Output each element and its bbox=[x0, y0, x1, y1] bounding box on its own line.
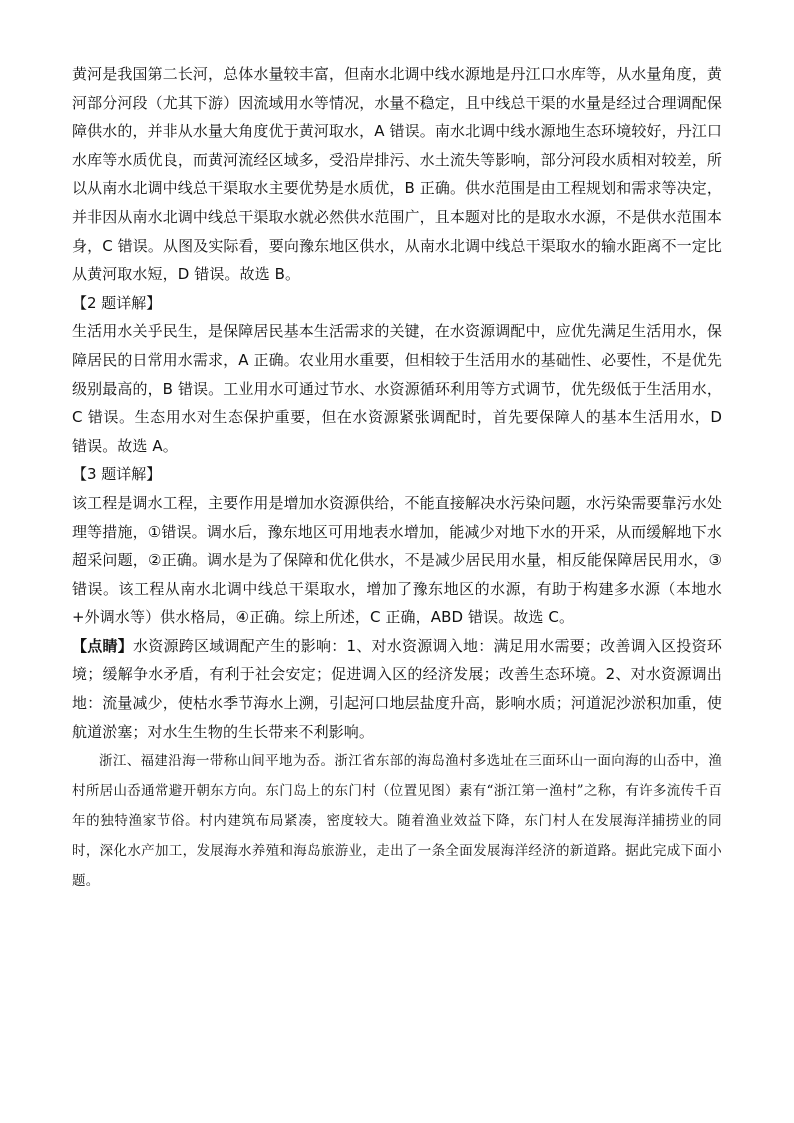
answer-2-explanation: 生活用水关乎民生，是保障居民基本生活需求的关键，在水资源调配中，应优先满足生活用水，保障居民的日常用水需求，A 正确。农业用水重要，但相较于生活用水的基础性、必要性，不是优先级别最高的，B 错误。工业用水可通过节水、水资源循环利用等方式调节，优先级低于生活用水，C 错误。生态用水对生态保护重要，但在水资源紧张调配时，首先要保障人的基本生活用水，D 错误。故选 A。 bbox=[72, 322, 722, 455]
key-point-note bbox=[72, 632, 722, 746]
question-3-heading: 【3 题详解】 bbox=[72, 465, 162, 484]
answer-1-explanation: 黄河是我国第二长河，总体水量较丰富，但南水北调中线水源地是丹江口水库等，从水量角度，黄河部分河段（尤其下游）因流域用水等情况，水量不稳定，且中线总干渠的水量是经过合理调配保障供水的，并非从水量大角度优于黄河取水，A 错误。南水北调中线水源地生态环境较好，丹江口水库等水质优良，而黄河流经区域多，受沿岸排污、水土流失等影响，部分河段水质相对较差，所以从南水北调中线总干渠取水主要优势是水质优，B 正确。供水范围是由工程规划和需求等决定，并非因从南水北调中线总干渠取水就必然供水范围广，且本题对比的是取水水源，不是供水范围本身，C 错误。从图及实际看，要向豫东地区供水，从南水北调中线总干渠取水的输水距离不一定比从黄河取水短，D 错误。故选 B。 bbox=[72, 65, 722, 284]
document-body bbox=[72, 60, 722, 896]
key-point-label: 【点睛】 bbox=[72, 636, 133, 655]
key-point-text: 水资源跨区域调配产生的影响：1、对水资源调入地：满足用水需要；改善调入区投资环境；缓解争水矛盾，有利于社会安定；促进调入区的经济发展；改善生态环境。2、对水资源调出地：流量减少，使枯水季节海水上溯，引起河口地层盐度升高，影响水质；河道泥沙淤积加重，使航道淤塞；对水生生物的生长带来不利影响。 bbox=[72, 636, 723, 741]
answer-3-explanation: 该工程是调水工程，主要作用是增加水资源供给，不能直接解决水污染问题，水污染需要靠污水处理等措施，①错误。调水后，豫东地区可用地表水增加，能减少对地下水的开采，从而缓解地下水超采问题，②正确。调水是为了保障和优化供水，不是减少居民用水量，相反能保障居民用水，③错误。该工程从南水北调中线总干渠取水，增加了豫东地区的水源，有助于构建多水源（本地水+外调水等）供水格局，④正确。综上所述，C 正确，ABD 错误。故选 C。 bbox=[72, 493, 722, 627]
reading-material: 浙江、福建沿海一带称山间平地为岙。浙江省东部的海岛渔村多选址在三面环山一面向海的山岙中，渔村所居山岙通常避开朝东方向。东门岛上的东门村（位置见图）素有“浙江第一渔村”之称，有许多流传千百年的独特渔家节俗。村内建筑布局紧凑，密度较大。随着渔业效益下降，东门村人在发展海洋捕捞业的同时，深化水产加工，发展海水养殖和海岛旅游业，走出了一条全面发展海洋经济的新道路。据此完成下面小题。 bbox=[72, 753, 722, 890]
question-2-heading: 【2 题详解】 bbox=[72, 293, 162, 312]
